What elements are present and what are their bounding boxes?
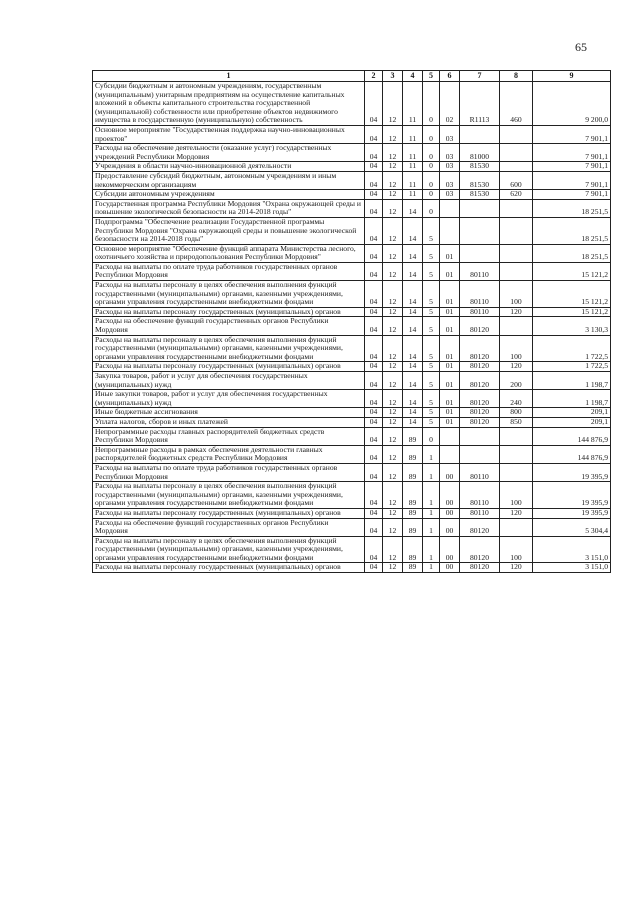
row-description-cell: Уплата налогов, сборов и иных платежей	[93, 417, 365, 427]
row-description-cell: Субсидии бюджетным и автономным учреждениям, государственным (муниципальным) унитарным предприятиям на осуществление капитальных вложений в объекты капитального строительства государственной (муниципальной) собственности или приобретение объектов недвижимого имущества в государственную (муниципальную) собственность	[93, 82, 365, 126]
column-header: 6	[440, 71, 460, 82]
amount-cell: 144 876,9	[533, 427, 611, 445]
code-expense-type-cell	[500, 427, 533, 445]
code-subprogram-cell: 5	[423, 217, 440, 244]
code-event-cell: 03	[440, 125, 460, 143]
code-direction-cell: 80120	[460, 417, 500, 427]
row-description-cell: Иные бюджетные ассигнования	[93, 408, 365, 418]
column-header: 9	[533, 71, 611, 82]
code-subprogram-cell: 0	[423, 144, 440, 162]
code-event-cell: 02	[440, 82, 460, 126]
row-description-cell: Расходы на обеспечение функций государственных органов Республики Мордовия	[93, 518, 365, 536]
table-row	[93, 162, 611, 172]
code-subprogram-cell: 5	[423, 362, 440, 372]
code-subprogram-cell: 1	[423, 563, 440, 573]
table-row	[93, 563, 611, 573]
code-ministry-cell: 04	[365, 508, 383, 518]
code-subprogram-cell: 0	[423, 199, 440, 217]
code-program-cell: 11	[403, 171, 423, 189]
code-direction-cell: 80120	[460, 317, 500, 335]
code-program-cell: 14	[403, 281, 423, 308]
code-subprogram-cell: 1	[423, 518, 440, 536]
code-event-cell: 03	[440, 144, 460, 162]
code-expense-type-cell: 120	[500, 307, 533, 317]
code-ministry-cell: 04	[365, 144, 383, 162]
code-ministry-cell: 04	[365, 536, 383, 563]
code-ministry-cell: 04	[365, 427, 383, 445]
amount-cell: 7 901,1	[533, 162, 611, 172]
code-section-cell: 12	[383, 281, 403, 308]
amount-cell: 7 901,1	[533, 125, 611, 143]
code-section-cell: 12	[383, 362, 403, 372]
code-program-cell: 89	[403, 563, 423, 573]
code-expense-type-cell: 100	[500, 536, 533, 563]
table-row	[93, 463, 611, 481]
code-direction-cell	[460, 199, 500, 217]
table-row	[93, 144, 611, 162]
column-header: 4	[403, 71, 423, 82]
code-subprogram-cell: 0	[423, 171, 440, 189]
row-description-cell: Расходы на выплаты персоналу в целях обеспечения выполнения функций государственными (муниципальными) органами, казенными учреждениями, органами управления государственными внебюджетными фондами	[93, 482, 365, 509]
row-description-cell: Иные закупки товаров, работ и услуг для обеспечения государственных (муниципальных) нужд	[93, 390, 365, 408]
code-ministry-cell: 04	[365, 372, 383, 390]
code-subprogram-cell: 5	[423, 417, 440, 427]
amount-cell: 1 198,7	[533, 390, 611, 408]
code-ministry-cell: 04	[365, 171, 383, 189]
code-event-cell: 00	[440, 482, 460, 509]
row-description-cell: Расходы на выплаты персоналу государственных (муниципальных) органов	[93, 307, 365, 317]
code-expense-type-cell	[500, 317, 533, 335]
row-description-cell: Основное мероприятие "Государственная поддержка научно-инновационных проектов"	[93, 125, 365, 143]
code-ministry-cell: 04	[365, 281, 383, 308]
amount-cell: 7 901,1	[533, 171, 611, 189]
code-program-cell: 89	[403, 445, 423, 463]
code-expense-type-cell	[500, 217, 533, 244]
code-expense-type-cell	[500, 162, 533, 172]
amount-cell: 19 395,9	[533, 482, 611, 509]
row-description-cell: Непрограммные расходы в рамках обеспечения деятельности главных распорядителей бюджетных средств Республики Мордовия	[93, 445, 365, 463]
column-header: 8	[500, 71, 533, 82]
code-expense-type-cell: 100	[500, 482, 533, 509]
code-program-cell: 11	[403, 125, 423, 143]
code-section-cell: 12	[383, 482, 403, 509]
table-row	[93, 307, 611, 317]
code-event-cell	[440, 199, 460, 217]
code-section-cell: 12	[383, 417, 403, 427]
row-description-cell: Расходы на выплаты персоналу в целях обеспечения выполнения функций государственными (муниципальными) органами, казенными учреждениями, органами управления государственными внебюджетными фондами	[93, 335, 365, 362]
code-program-cell: 89	[403, 427, 423, 445]
amount-cell: 3 151,0	[533, 536, 611, 563]
code-expense-type-cell: 600	[500, 171, 533, 189]
table-row	[93, 518, 611, 536]
code-section-cell: 12	[383, 372, 403, 390]
code-event-cell: 03	[440, 171, 460, 189]
code-program-cell: 89	[403, 536, 423, 563]
code-ministry-cell: 04	[365, 317, 383, 335]
code-event-cell: 00	[440, 463, 460, 481]
code-program-cell: 89	[403, 518, 423, 536]
row-description-cell: Непрограммные расходы главных распорядителей бюджетных средств Республики Мордовия	[93, 427, 365, 445]
table-row	[93, 317, 611, 335]
code-program-cell: 14	[403, 390, 423, 408]
code-section-cell: 12	[383, 427, 403, 445]
code-ministry-cell: 04	[365, 199, 383, 217]
code-subprogram-cell: 1	[423, 508, 440, 518]
code-program-cell: 89	[403, 482, 423, 509]
code-subprogram-cell: 5	[423, 262, 440, 280]
code-ministry-cell: 04	[365, 125, 383, 143]
code-direction-cell: 81530	[460, 190, 500, 200]
amount-cell: 15 121,2	[533, 281, 611, 308]
code-direction-cell	[460, 217, 500, 244]
code-expense-type-cell	[500, 125, 533, 143]
code-subprogram-cell: 5	[423, 244, 440, 262]
row-description-cell: Расходы на выплаты персоналу государственных (муниципальных) органов	[93, 508, 365, 518]
row-description-cell: Основное мероприятие "Обеспечение функций аппарата Министерства лесного, охотничьего хозяйства и природопользования Республики Мордовия"	[93, 244, 365, 262]
code-ministry-cell: 04	[365, 482, 383, 509]
amount-cell: 7 901,1	[533, 144, 611, 162]
code-event-cell: 03	[440, 190, 460, 200]
amount-cell: 18 251,5	[533, 217, 611, 244]
code-ministry-cell: 04	[365, 335, 383, 362]
code-subprogram-cell: 5	[423, 390, 440, 408]
code-event-cell: 01	[440, 390, 460, 408]
column-header: 3	[383, 71, 403, 82]
table-row	[93, 508, 611, 518]
code-expense-type-cell	[500, 199, 533, 217]
code-event-cell: 00	[440, 518, 460, 536]
table-row	[93, 417, 611, 427]
code-event-cell: 01	[440, 335, 460, 362]
code-event-cell	[440, 427, 460, 445]
code-program-cell: 14	[403, 417, 423, 427]
code-direction-cell: R1113	[460, 82, 500, 126]
code-event-cell: 01	[440, 362, 460, 372]
code-ministry-cell: 04	[365, 463, 383, 481]
table-row	[93, 536, 611, 563]
amount-cell: 15 121,2	[533, 307, 611, 317]
code-ministry-cell: 04	[365, 307, 383, 317]
code-ministry-cell: 04	[365, 563, 383, 573]
code-event-cell: 01	[440, 317, 460, 335]
code-direction-cell: 80120	[460, 536, 500, 563]
code-expense-type-cell: 120	[500, 362, 533, 372]
code-program-cell: 14	[403, 307, 423, 317]
table-row	[93, 262, 611, 280]
amount-cell: 209,1	[533, 417, 611, 427]
code-ministry-cell: 04	[365, 82, 383, 126]
table-row	[93, 125, 611, 143]
row-description-cell: Расходы на выплаты персоналу государственных (муниципальных) органов	[93, 563, 365, 573]
code-event-cell: 03	[440, 162, 460, 172]
code-ministry-cell: 04	[365, 417, 383, 427]
code-ministry-cell: 04	[365, 190, 383, 200]
code-section-cell: 12	[383, 307, 403, 317]
amount-cell: 19 395,9	[533, 463, 611, 481]
code-section-cell: 12	[383, 244, 403, 262]
code-expense-type-cell: 100	[500, 335, 533, 362]
code-event-cell	[440, 217, 460, 244]
table-row	[93, 171, 611, 189]
table-row	[93, 390, 611, 408]
code-section-cell: 12	[383, 171, 403, 189]
code-section-cell: 12	[383, 508, 403, 518]
code-subprogram-cell: 1	[423, 445, 440, 463]
code-ministry-cell: 04	[365, 518, 383, 536]
table-row	[93, 244, 611, 262]
table-header-row	[93, 71, 611, 82]
code-expense-type-cell: 620	[500, 190, 533, 200]
code-section-cell: 12	[383, 518, 403, 536]
row-description-cell: Учреждения в области научно-инновационной деятельности	[93, 162, 365, 172]
row-description-cell: Расходы на выплаты по оплате труда работников государственных органов Республики Мордовия	[93, 463, 365, 481]
code-ministry-cell: 04	[365, 445, 383, 463]
table-row	[93, 199, 611, 217]
code-ministry-cell: 04	[365, 162, 383, 172]
code-section-cell: 12	[383, 317, 403, 335]
code-direction-cell	[460, 125, 500, 143]
code-subprogram-cell: 1	[423, 482, 440, 509]
code-program-cell: 14	[403, 244, 423, 262]
code-subprogram-cell: 1	[423, 536, 440, 563]
code-direction-cell: 81000	[460, 144, 500, 162]
table-row	[93, 482, 611, 509]
code-subprogram-cell: 5	[423, 281, 440, 308]
row-description-cell: Субсидии автономным учреждениям	[93, 190, 365, 200]
code-expense-type-cell: 120	[500, 508, 533, 518]
code-expense-type-cell: 240	[500, 390, 533, 408]
code-subprogram-cell: 0	[423, 162, 440, 172]
code-direction-cell	[460, 244, 500, 262]
table-body	[93, 82, 611, 573]
code-ministry-cell: 04	[365, 390, 383, 408]
code-program-cell: 11	[403, 82, 423, 126]
code-event-cell: 01	[440, 417, 460, 427]
code-section-cell: 12	[383, 217, 403, 244]
table-row	[93, 281, 611, 308]
column-header: 2	[365, 71, 383, 82]
code-event-cell: 00	[440, 508, 460, 518]
page-number: 65	[575, 40, 587, 54]
code-event-cell: 00	[440, 536, 460, 563]
code-program-cell: 14	[403, 317, 423, 335]
code-section-cell: 12	[383, 262, 403, 280]
code-program-cell: 14	[403, 199, 423, 217]
code-program-cell: 11	[403, 162, 423, 172]
code-subprogram-cell: 1	[423, 463, 440, 481]
row-description-cell: Расходы на обеспечение деятельности (оказание услуг) государственных учреждений Республики Мордовия	[93, 144, 365, 162]
code-direction-cell: 80120	[460, 390, 500, 408]
code-section-cell: 12	[383, 190, 403, 200]
code-direction-cell: 80110	[460, 463, 500, 481]
code-direction-cell: 80110	[460, 508, 500, 518]
code-expense-type-cell: 800	[500, 408, 533, 418]
code-expense-type-cell: 460	[500, 82, 533, 126]
amount-cell: 1 722,5	[533, 335, 611, 362]
code-program-cell: 14	[403, 362, 423, 372]
row-description-cell: Расходы на выплаты персоналу государственных (муниципальных) органов	[93, 362, 365, 372]
code-expense-type-cell	[500, 445, 533, 463]
code-direction-cell: 80120	[460, 408, 500, 418]
code-direction-cell: 80110	[460, 262, 500, 280]
code-direction-cell: 80120	[460, 362, 500, 372]
code-section-cell: 12	[383, 82, 403, 126]
code-subprogram-cell: 5	[423, 408, 440, 418]
code-direction-cell: 80120	[460, 372, 500, 390]
code-section-cell: 12	[383, 162, 403, 172]
code-program-cell: 11	[403, 190, 423, 200]
code-program-cell: 14	[403, 408, 423, 418]
code-subprogram-cell: 0	[423, 82, 440, 126]
budget-table	[92, 70, 611, 573]
amount-cell: 15 121,2	[533, 262, 611, 280]
amount-cell: 18 251,5	[533, 244, 611, 262]
table-row	[93, 82, 611, 126]
row-description-cell: Государственная программа Республики Мордовия "Охрана окружающей среды и повышение экологической безопасности на 2014-2018 годы"	[93, 199, 365, 217]
code-ministry-cell: 04	[365, 408, 383, 418]
code-event-cell	[440, 445, 460, 463]
code-direction-cell: 80110	[460, 482, 500, 509]
code-section-cell: 12	[383, 199, 403, 217]
amount-cell: 1 722,5	[533, 362, 611, 372]
code-program-cell: 14	[403, 262, 423, 280]
code-subprogram-cell: 0	[423, 125, 440, 143]
table-row	[93, 335, 611, 362]
code-section-cell: 12	[383, 445, 403, 463]
code-expense-type-cell	[500, 518, 533, 536]
column-header: 1	[93, 71, 365, 82]
code-event-cell: 01	[440, 281, 460, 308]
row-description-cell: Предоставление субсидий бюджетным, автономным учреждениям и иным некоммерческим организациям	[93, 171, 365, 189]
code-section-cell: 12	[383, 335, 403, 362]
code-expense-type-cell: 120	[500, 563, 533, 573]
code-section-cell: 12	[383, 408, 403, 418]
row-description-cell: Подпрограмма "Обеспечение реализации Государственной программы Республики Мордовия "Охрана окружающей среды и повышение экологической безопасности на 2014-2018 годы"	[93, 217, 365, 244]
code-expense-type-cell: 100	[500, 281, 533, 308]
table-row	[93, 362, 611, 372]
code-expense-type-cell: 850	[500, 417, 533, 427]
code-section-cell: 12	[383, 536, 403, 563]
code-expense-type-cell	[500, 144, 533, 162]
amount-cell: 144 876,9	[533, 445, 611, 463]
code-direction-cell: 80120	[460, 563, 500, 573]
table-row	[93, 445, 611, 463]
code-program-cell: 11	[403, 144, 423, 162]
code-expense-type-cell	[500, 463, 533, 481]
amount-cell: 7 901,1	[533, 190, 611, 200]
code-subprogram-cell: 5	[423, 372, 440, 390]
amount-cell: 209,1	[533, 408, 611, 418]
code-expense-type-cell: 200	[500, 372, 533, 390]
code-ministry-cell: 04	[365, 244, 383, 262]
code-program-cell: 89	[403, 463, 423, 481]
row-description-cell: Расходы на обеспечение функций государственных органов Республики Мордовия	[93, 317, 365, 335]
code-program-cell: 14	[403, 372, 423, 390]
table-row	[93, 408, 611, 418]
amount-cell: 9 200,0	[533, 82, 611, 126]
amount-cell: 19 395,9	[533, 508, 611, 518]
amount-cell: 3 130,3	[533, 317, 611, 335]
code-direction-cell: 80120	[460, 335, 500, 362]
column-header: 7	[460, 71, 500, 82]
code-direction-cell	[460, 445, 500, 463]
table-row	[93, 190, 611, 200]
code-direction-cell: 80120	[460, 518, 500, 536]
code-event-cell: 01	[440, 372, 460, 390]
amount-cell: 5 304,4	[533, 518, 611, 536]
code-ministry-cell: 04	[365, 217, 383, 244]
table-row	[93, 217, 611, 244]
code-section-cell: 12	[383, 463, 403, 481]
row-description-cell: Расходы на выплаты персоналу в целях обеспечения выполнения функций государственными (муниципальными) органами, казенными учреждениями, органами управления государственными внебюджетными фондами	[93, 281, 365, 308]
row-description-cell: Расходы на выплаты по оплате труда работников государственных органов Республики Мордовия	[93, 262, 365, 280]
code-direction-cell: 81530	[460, 171, 500, 189]
code-subprogram-cell: 5	[423, 335, 440, 362]
code-expense-type-cell	[500, 262, 533, 280]
code-direction-cell: 80110	[460, 307, 500, 317]
code-ministry-cell: 04	[365, 262, 383, 280]
amount-cell: 3 151,0	[533, 563, 611, 573]
code-event-cell: 01	[440, 408, 460, 418]
code-direction-cell: 80110	[460, 281, 500, 308]
code-direction-cell: 81530	[460, 162, 500, 172]
amount-cell: 18 251,5	[533, 199, 611, 217]
code-expense-type-cell	[500, 244, 533, 262]
code-ministry-cell: 04	[365, 362, 383, 372]
code-subprogram-cell: 5	[423, 307, 440, 317]
code-event-cell: 01	[440, 307, 460, 317]
row-description-cell: Закупка товаров, работ и услуг для обеспечения государственных (муниципальных) нужд	[93, 372, 365, 390]
column-header: 5	[423, 71, 440, 82]
code-section-cell: 12	[383, 125, 403, 143]
amount-cell: 1 198,7	[533, 372, 611, 390]
code-program-cell: 89	[403, 508, 423, 518]
code-subprogram-cell: 0	[423, 427, 440, 445]
code-event-cell: 01	[440, 244, 460, 262]
code-event-cell: 01	[440, 262, 460, 280]
code-event-cell: 00	[440, 563, 460, 573]
code-program-cell: 14	[403, 335, 423, 362]
table-row	[93, 372, 611, 390]
code-direction-cell	[460, 427, 500, 445]
table-row	[93, 427, 611, 445]
code-subprogram-cell: 0	[423, 190, 440, 200]
code-section-cell: 12	[383, 563, 403, 573]
code-subprogram-cell: 5	[423, 317, 440, 335]
code-program-cell: 14	[403, 217, 423, 244]
row-description-cell: Расходы на выплаты персоналу в целях обеспечения выполнения функций государственными (муниципальными) органами, казенными учреждениями, органами управления государственными внебюджетными фондами	[93, 536, 365, 563]
code-section-cell: 12	[383, 390, 403, 408]
code-section-cell: 12	[383, 144, 403, 162]
